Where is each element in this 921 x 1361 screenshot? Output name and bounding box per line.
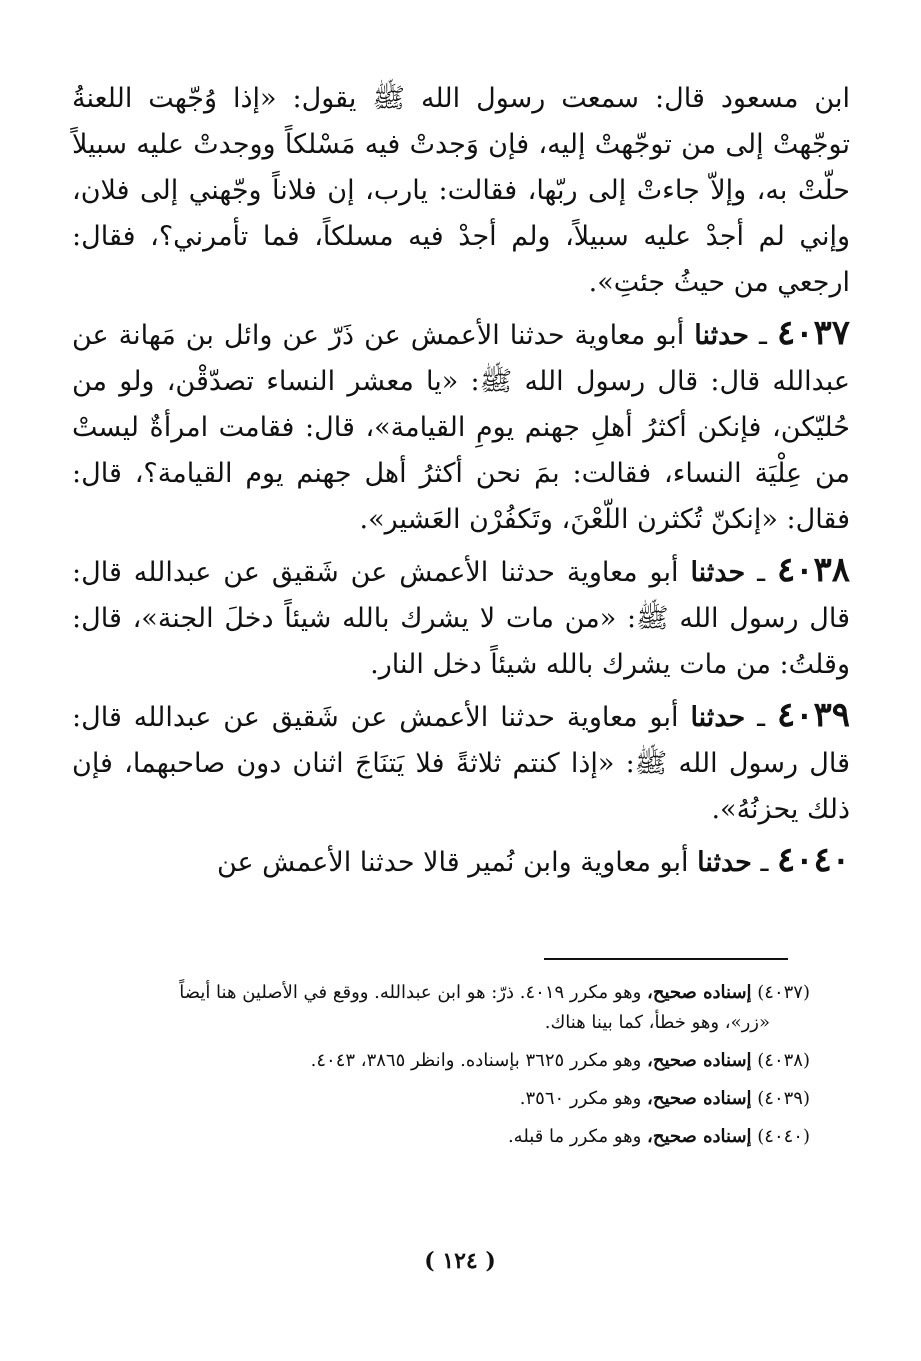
hadith-dash: ـ (751, 847, 769, 878)
footnote-number: (٤٠٤٠) (757, 1126, 810, 1147)
hadith-number: ٤٠٣٧ (776, 313, 850, 353)
footnote-grading: إسناده صحيح، (647, 1050, 752, 1071)
page-number: ( ١٢٤ ) (424, 1248, 496, 1274)
footnote-number: (٤٠٣٩) (757, 1088, 810, 1109)
footnote-grading: إسناده صحيح، (647, 982, 752, 1003)
footnote-number: (٤٠٣٨) (757, 1050, 810, 1071)
footnote-4037 (72, 978, 810, 1038)
hadith-number: ٤٠٣٩ (776, 695, 850, 735)
hadith-intro: حدثنا (690, 702, 746, 733)
footnote-line (72, 978, 810, 1008)
footnote-4038 (72, 1046, 810, 1076)
hadith-number: ٤٠٣٨ (776, 550, 850, 590)
hadith-dash: ـ (749, 320, 767, 351)
footnote-4040 (72, 1122, 810, 1152)
footnote-text: وهو مكرر ما قبله. (507, 1126, 642, 1147)
footnotes (72, 978, 810, 1160)
hadith-text: أبو معاوية حدثنا الأعمش عن شَقيق عن عبدالله قال: قال رسول الله ﷺ: «من مات لا يشرك بالله شيئاً دخلَ الجنة»، قال: وقلتُ: من مات يشرك بالله شيئاً دخل النار. (72, 557, 850, 680)
hadith-4040 (72, 837, 850, 886)
footnote-number: (٤٠٣٧) (757, 982, 810, 1003)
hadith-dash: ـ (745, 557, 766, 588)
hadith-intro: حدثنا (697, 847, 752, 878)
footnote-text: وهو مكرر ٣٥٦٠. (519, 1088, 642, 1109)
footnote-grading: إسناده صحيح، (647, 1126, 752, 1147)
hadith-text: أبو معاوية وابن نُمير قالا حدثنا الأعمش عن (216, 847, 689, 878)
hadith-number: ٤٠٤٠ (776, 840, 850, 880)
hadith-text: أبو معاوية حدثنا الأعمش عن ذَرّ عن وائل بن مَهانة عن عبدالله قال: قال رسول الله ﷺ: «يا معشر النساء تصدّقْن، ولو من حُليّكن، فإنكن أكثرُ أهلِ جهنم يومِ القيامة»، قال: فقامت امرأةٌ ليستْ من عِلْيَة النساء، فقالت: بمَ نحن أكثرُ أهل جهنم يوم القيامة؟، قال: فقال: «إنكنّ تُكثرن اللّعْنَ، وتَكفُرْن العَشير». (72, 320, 850, 535)
footnote-continuation: «زر»، وهو خطأ، كما بينا هناك. (544, 1012, 770, 1033)
hadith-4039 (72, 692, 850, 833)
main-text (72, 76, 850, 890)
footnote-grading: إسناده صحيح، (647, 1088, 752, 1109)
hadith-4037 (72, 310, 850, 543)
hadith-text: أبو معاوية حدثنا الأعمش عن شَقيق عن عبدالله قال: قال رسول الله ﷺ: «إذا كنتم ثلاثةً فلا يَتنَاجَ اثنان دون صاحبهما، فإن ذلك يحزنُهُ». (72, 702, 850, 825)
hadith-dash: ـ (745, 702, 766, 733)
hadith-intro: حدثنا (690, 557, 746, 588)
hadith-4038 (72, 547, 850, 688)
footnote-text: وهو مكرر ٤٠١٩. ذرّ: هو ابن عبدالله. ووقع في الأصلين هنا أيضاً (179, 982, 642, 1003)
footnote-divider (544, 958, 788, 960)
footnote-text: وهو مكرر ٣٦٢٥ بإسناده. وانظر ٣٨٦٥، ٤٠٤٣. (310, 1050, 642, 1071)
hadith-intro: حدثنا (694, 320, 750, 351)
hadith-continuation: ابن مسعود قال: سمعت رسول الله ﷺ يقول: «إذا وُجّهت اللعنةُ توجّهتْ إلى من توجّهتْ إليه، فإن وَجدتْ فيه مَسْلكاً ووجدتْ عليه سبيلاً حلّتْ به، وإلاّ جاءتْ إلى ربّها، فقالت: يارب، إن فلاناً وجّهني إلى فلان، وإني لم أجدْ عليه سبيلاً، ولم أجدْ فيه مسلكاً، فما تأمرني؟، فقال: ارجعي من حيثُ جئتِ». (72, 83, 850, 298)
footnote-4039 (72, 1084, 810, 1114)
